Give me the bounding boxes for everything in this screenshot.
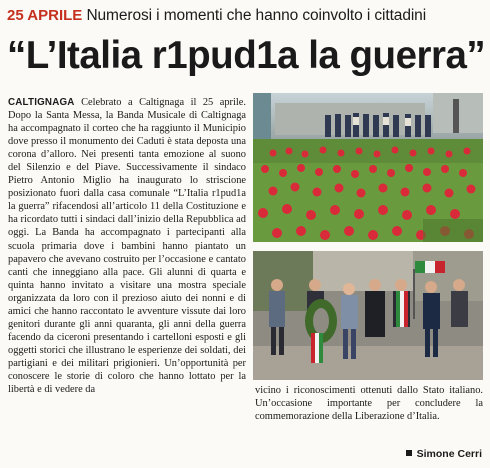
article-byline — [406, 448, 482, 460]
byline-square-icon — [406, 450, 412, 456]
article-deck: Numerosi i momenti che hanno coinvolto i cittadini — [86, 7, 427, 24]
article-author: Simone Cerri — [416, 448, 482, 460]
article-kicker — [7, 4, 485, 26]
article-headline: “L’Italia r1pud1a la guerra” — [7, 34, 486, 77]
photo-poppy-field — [253, 93, 483, 242]
photo-wreath-procession — [253, 251, 483, 380]
article-column-2: vicino i riconoscimenti ottenuti dallo Stato italiano. Un’occasione importante per concludere la commemorazione della Liberazione d’Italia. — [255, 385, 483, 423]
article-column-1 — [8, 96, 246, 464]
article-date: 25 APRILE — [7, 7, 83, 24]
article-dateline: CALTIGNAGA — [8, 97, 75, 108]
article-body-1: Celebrato a Caltignaga il 25 aprile. Dopo la Santa Messa, la Banda Musicale di Caltignaga ha accompagnato il corteo che ha raggiunto il Municipio dove presso il monumento dei Caduti è stata deposta una corona d’alloro. Nei presenti tanta emozione al suono del Silenzio e del Piave. Successivamente il sindaco Pietro Antonio Miglio ha inaugurato lo striscione posizionato fuori dalla casa comunale “L’Italia r1pud1a la guerra” rifacendosi all’articolo 11 della Costituzione e ha ricordato tutti i sindaci dall’inizio della Repubblica ad oggi. La Banda ha accompagnato i partecipanti alla scuola primaria dove i bambini hanno piantato un papavero che avevano costruito per l’occasione e cantato canti che inneggiano alla pace. Gli alunni di quarta e quinta hanno invitato a visitare una mostra speciale organizzata da loro con il prezioso aiuto dei nonni e di amici che hanno raccontato le avventure vissute dai loro genitori durante gli anni quaranta, gli anni della guerra facendo da ciceroni presentando i cartelloni esposti e gli oggetti storici che illustrano le esperienze dei soldati, dei partigiani e dei militari prigionieri. Un’opportunità per conoscere le storie di coloro che hanno lottato per la libertà e di vedere da — [8, 97, 246, 396]
